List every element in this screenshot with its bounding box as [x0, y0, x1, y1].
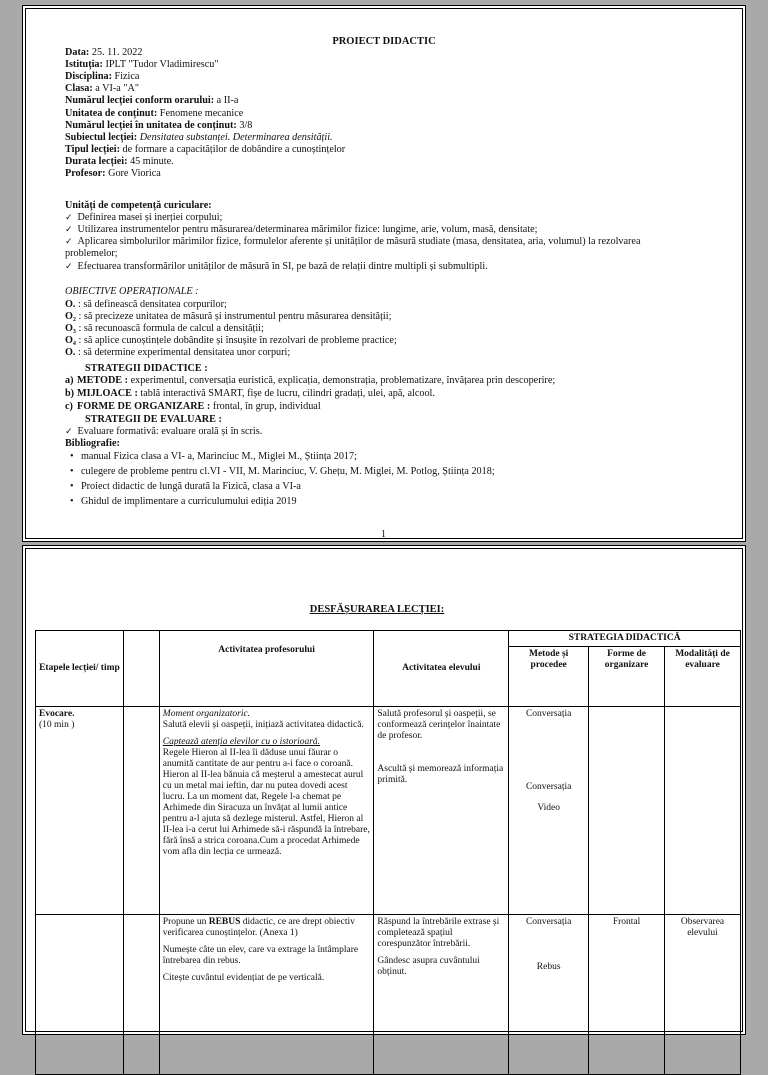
competenta-item: ✓ Utilizarea instrumentelor pentru măsurarea/determinarea mărimilor fizice: lungime, arie, volum, masă, densitate; — [65, 224, 538, 236]
obiectiv-code: O₄ — [65, 335, 76, 346]
strategie-label: MIJLOACE : — [77, 388, 138, 399]
info-field — [65, 71, 139, 83]
info-label: Tipul lecției: — [65, 143, 120, 155]
header-profesor: Activitatea profesorului — [159, 631, 374, 707]
info-value: Fenomene mecanice — [157, 107, 244, 119]
strategie-letter: c) — [65, 401, 73, 412]
elev-cell — [374, 915, 509, 1035]
obiectiv-text: : să definească densitatea corpurilor; — [75, 299, 227, 310]
info-field — [65, 120, 252, 132]
strategie-text: experimentul, conversația euristică, explicația, demonstrația, problematizare, învățarea prin descoperire; — [128, 375, 556, 386]
strategie-item — [65, 388, 435, 400]
etapa-cell — [36, 707, 124, 915]
profesor-story: Regele Hieron al II-lea îi dăduse unui făurar o anumită cantitate de aur pentru a-i face o coroană. Hieron al II-lea bănuia că meșterul a amestecat aurul cu un metal mai ieftin, dar nu putea dovedi acest lucru. La un moment dat, Regele l-a chemat pe Arhimede din Siracuza un învățat al lumii antice pentru a-l ajuta să dezlege misterul. Astfel, Hieron al II-lea i-a cerut lui Arhimede să-i răspundă la întrebare, fără însă a strica coroana.Cum a procedat Arhimede vom afla din lecția ce urmează. — [162, 748, 370, 857]
header-elev: Activitatea elevului — [374, 631, 509, 707]
info-field — [65, 47, 142, 59]
info-field — [65, 132, 333, 144]
obiectiv-item — [65, 335, 397, 347]
profesor-text: Propune un REBUS didactic, ce are drept obiectiv verificarea cunoștințelor. (Anexa 1) — [162, 917, 355, 938]
document-page-1 — [22, 5, 746, 542]
bibliografie-item: • manual Fizica clasa a VI- a, Marinciuc M., Miglei M., Știința 2017; — [67, 451, 357, 463]
info-label: Profesor: — [65, 168, 106, 179]
strategie-letter: a) — [65, 375, 74, 386]
header-strategia: STRATEGIA DIDACTICĂ — [509, 631, 741, 647]
info-field — [65, 83, 139, 95]
elev-text: Răspund la întrebările extrase și completează spațiul corespunzător întrebării. — [377, 917, 500, 949]
metoda-item: Rebus — [536, 962, 561, 972]
info-field — [65, 59, 219, 71]
strategie-text: tablă interactivă SMART, fișe de lucru, cilindri gradați, ulei, apă, alcool. — [137, 388, 435, 399]
info-field — [65, 156, 174, 168]
metoda-item: Video — [537, 803, 560, 813]
header-metode: Metode și procedee — [509, 647, 589, 707]
info-field — [65, 168, 161, 180]
strategie-text: frontal, în grup, individual — [210, 401, 321, 412]
obiectiv-code: O. — [65, 347, 76, 358]
header-forme: Forme de organizare — [589, 647, 665, 707]
competenta-item: ✓ Definirea masei și inerției corpului; — [65, 212, 222, 224]
evaluare-item: ✓ Evaluare formativă: evaluare orală și în scris. — [65, 426, 262, 438]
obiectiv-text: : să precizeze unitatea de măsură și instrumentul pentru măsurarea densității; — [75, 311, 392, 322]
info-value: IPLT "Tudor Vladimirescu" — [102, 59, 219, 71]
obiectiv-code: O. — [65, 299, 76, 310]
moment-title: Moment organizatoric. — [162, 709, 251, 719]
obiectiv-item — [65, 311, 391, 323]
profesor-cell — [159, 707, 374, 915]
elev-text: Salută profesorul și oaspeții, se conformează cerințelor înaintate de profesor. — [377, 709, 501, 741]
profesor-text: Numește câte un elev, care va extrage la întâmplare întrebarea din rebus. — [162, 945, 359, 966]
info-label: Numărul lecției în unitatea de conținut: — [65, 119, 237, 131]
obiectiv-text: : să aplice cunoștințele dobândite și însușite în rezolvari de probleme practice; — [75, 335, 397, 346]
competente-heading: Unități de competență curiculare: — [65, 200, 212, 211]
obiectiv-item — [65, 347, 290, 359]
info-field — [65, 108, 243, 120]
strategie-item — [65, 375, 555, 387]
info-label: Subiectul lecției: — [65, 131, 138, 143]
obiectiv-code: O₃ — [65, 323, 76, 334]
header-blank — [123, 631, 159, 707]
info-value: 45 minute. — [127, 155, 174, 167]
lesson-table — [35, 630, 741, 1075]
profesor-text: Salută elevii și oaspeții, inițiază activitatea didactică. — [162, 720, 364, 730]
blank-cell — [123, 915, 159, 1035]
etapa-time: (10 min ) — [39, 720, 75, 730]
info-value: a VI-a "A" — [92, 83, 140, 95]
info-value: Fizica — [111, 71, 140, 83]
competenta-item: ✓ Aplicarea simbolurilor mărimilor fizice, formulelor aferente și unităților de măsură studiate (masa, densitatea, aria, volumul) la rezolvarea — [65, 236, 640, 248]
metoda-item: Conversația — [525, 709, 572, 719]
info-label: Disciplina: — [65, 71, 112, 83]
forme-cell: Frontal — [589, 915, 665, 1035]
competenta-item: ✓ Efectuarea transformărilor unităților de măsură în SI, pe bază de relații dintre multipli și submultipli. — [65, 261, 488, 273]
elev-text: Ascultă și memorează informația primită. — [377, 764, 504, 785]
bibliografie-heading: Bibliografie: — [65, 438, 120, 449]
metoda-item: Conversația — [525, 782, 572, 792]
strategie-label: METODE : — [77, 375, 129, 386]
bibliografie-item: • culegere de probleme pentru cl.VI - VII, M. Marinciuc, V. Ghețu, M. Miglei, M. Potlog, Știința 2018; — [67, 466, 495, 478]
strategii-heading: STRATEGII DIDACTICE : — [85, 363, 208, 374]
table-row — [36, 1035, 741, 1075]
obiective-heading: OBIECTIVE OPERAȚIONALE : — [65, 286, 199, 297]
elev-text: Gândesc asupra cuvântului obținut. — [377, 956, 480, 977]
info-label: Clasa: — [65, 83, 93, 95]
info-label: Durata lecției: — [65, 155, 128, 167]
info-value: Densitatea substanței. Determinarea densității. — [137, 131, 333, 143]
forme-cell — [589, 707, 665, 915]
info-value: a II-a — [214, 95, 239, 107]
metode-cell — [509, 707, 589, 915]
info-value: 25. 11. 2022 — [89, 47, 143, 58]
competenta-item-continued: problemelor; — [65, 248, 118, 259]
metode-cell — [509, 915, 589, 1035]
info-value: de formare a capacităților de dobândire a cunoștințelor — [120, 143, 346, 155]
elev-cell — [374, 707, 509, 915]
header-etape: Etapele lecției/ timp — [36, 631, 124, 707]
profesor-cell — [159, 915, 374, 1035]
obiectiv-code: O₂ — [65, 311, 76, 322]
info-field — [65, 144, 345, 156]
obiectiv-text: : să recunoască formula de calcul a densității; — [75, 323, 264, 334]
etapa-cell — [36, 915, 124, 1035]
evaluare-heading: STRATEGII DE EVALUARE : — [85, 414, 222, 425]
blank-cell — [123, 707, 159, 915]
info-label: Unitatea de conținut: — [65, 107, 158, 119]
info-label: Data: — [65, 47, 90, 58]
section-title: DESFĂȘURAREA LECȚIEI: — [309, 604, 445, 615]
obiectiv-item — [65, 323, 264, 335]
info-field — [65, 95, 238, 107]
bibliografie-item: • Proiect didactic de lungă durată la Fizică, clasa a VI-a — [67, 481, 301, 493]
strategie-label: FORME DE ORGANIZARE : — [77, 401, 211, 412]
obiectiv-text: : să determine experimental densitatea unor corpuri; — [75, 347, 291, 358]
metoda-item: Conversația — [525, 917, 572, 927]
modalitati-cell — [665, 707, 741, 915]
header-modalitati: Modalități de evaluare — [665, 647, 741, 707]
strategie-letter: b) — [65, 388, 75, 399]
profesor-text: Citește cuvântul evidențiat de pe verticală. — [162, 973, 325, 983]
etapa-name: Evocare. — [39, 709, 75, 719]
obiectiv-item — [65, 299, 227, 311]
modalitati-cell: Observarea elevului — [665, 915, 741, 1035]
bibliografie-item: • Ghidul de implimentare a curriculumului ediția 2019 — [67, 496, 297, 508]
table-row — [36, 915, 741, 1035]
info-value: 3/8 — [236, 119, 253, 131]
info-label: Numărul lecției conform orarului: — [65, 95, 215, 107]
table-row — [36, 707, 741, 915]
info-label: Istituția: — [65, 59, 103, 71]
captare-title: Captează atenția elevilor cu o istorioară. — [162, 737, 321, 747]
strategie-item — [65, 401, 321, 413]
document-page-2 — [22, 545, 746, 1035]
page-number: 1 — [381, 529, 386, 540]
page-title: PROIECT DIDACTIC — [332, 36, 436, 47]
info-value: Gore Viorica — [105, 168, 161, 179]
